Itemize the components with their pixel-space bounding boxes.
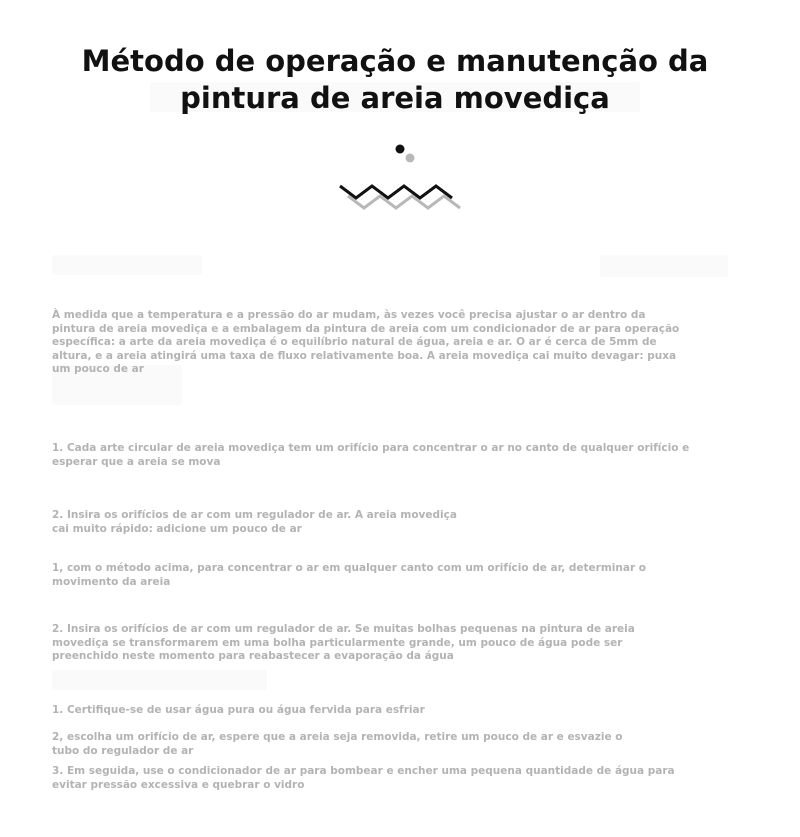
zigzag-gray [348, 196, 460, 208]
step-paragraph: 2. Insira os orifícios de ar com um regulador de ar. Se muitas bolhas pequenas na pintura de areia movediça se transformarem em uma bolha particularmente grande, um pouco de água pode ser preenchido neste momento para reabastecer a evaporação da água [52, 623, 635, 662]
ghost-block [600, 255, 728, 277]
step-paragraph: 2, escolha um orifício de ar, espere que a areia seja removida, retire um pouco de ar e esvazie o tubo do regulador de ar [52, 731, 623, 757]
page-title: Método de operação e manutenção da pintura de areia movediça [81, 44, 709, 115]
intro-paragraph: À medida que a temperatura e a pressão do ar mudam, às vezes você precisa ajustar o ar dentro da pintura de areia movediça e a embalagem da pintura de areia com um condicionador de ar para operação específica: a arte da areia movediça é o equilíbrio natural de água, areia e ar. O ar é cerca de 5mm de altura, e a areia atingirá uma taxa de fluxo relativamente boa. A areia movediça cai muito devagar: puxa um pouco de ar [52, 309, 680, 375]
step-paragraph: 1, com o método acima, para concentrar o ar em qualquer canto com um orifício de ar, determinar o movimento da areia [52, 562, 647, 588]
zigzag-black [340, 186, 452, 198]
ghost-block [52, 670, 267, 690]
dot-gray [406, 154, 415, 163]
dot-black [396, 145, 405, 154]
ghost-block [52, 255, 202, 275]
step-paragraph: 1. Certifique-se de usar água pura ou água fervida para esfriar [52, 704, 425, 716]
step-paragraph: 2. Insira os orifícios de ar com um regulador de ar. A areia movediça cai muito rápido: adicione um pouco de ar [52, 509, 457, 535]
step-paragraph: 1. Cada arte circular de areia movediça tem um orifício para concentrar o ar no canto de qualquer orifício e esperar que a areia se mova [52, 442, 690, 468]
zigzag-dots-icon [330, 138, 470, 218]
step-paragraph: 3. Em seguida, use o condicionador de ar para bombear e encher uma pequena quantidade de água para evitar pressão excessiva e quebrar o vidro [52, 765, 675, 791]
